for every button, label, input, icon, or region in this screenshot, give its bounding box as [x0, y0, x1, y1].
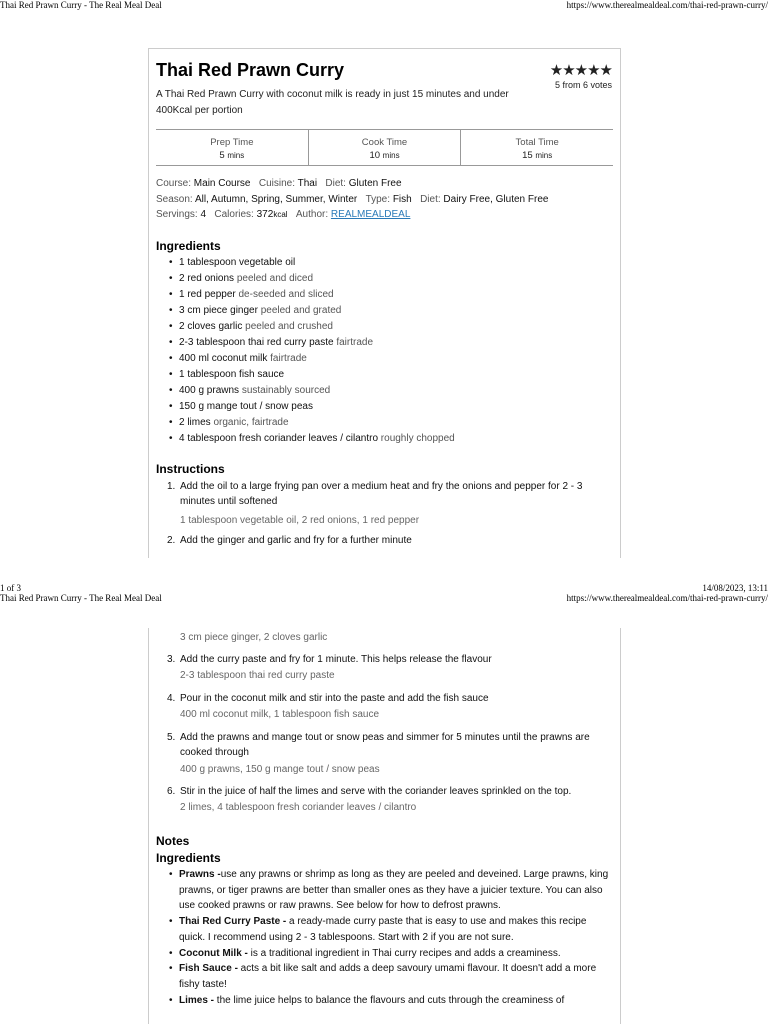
- meta-row-2: [156, 194, 548, 205]
- ingredient-name: 1 tablespoon fish sauce: [179, 369, 285, 380]
- note-item: [179, 961, 609, 992]
- ingredient-item: [179, 351, 455, 367]
- ingredient-note: de-seeded and sliced: [238, 289, 334, 300]
- ingredient-note: peeled and crushed: [245, 321, 333, 332]
- note-item: [179, 946, 609, 962]
- notes-heading: Notes: [156, 834, 190, 848]
- step-text: Add the prawns and mange tout or snow peas and simmer for 5 minutes until the prawns are cooked through: [180, 732, 590, 758]
- season-value: All, Autumn, Spring, Summer, Winter: [194, 194, 358, 205]
- servings-value[interactable]: 4: [200, 209, 207, 220]
- print-footer-page-number: 1 of 3: [0, 583, 21, 593]
- ingredients-list: [179, 255, 455, 447]
- ingredient-name: 2-3 tablespoon thai red curry paste: [179, 337, 334, 348]
- ingredient-item: [179, 255, 455, 271]
- note-term: Thai Red Curry Paste -: [179, 916, 287, 928]
- ingredient-name: 4 tablespoon fresh coriander leaves / cilantro: [179, 433, 379, 444]
- ingredient-name: 2 red onions: [179, 273, 235, 284]
- prep-time-label: Prep Time: [210, 137, 254, 148]
- note-term: Prawns -: [179, 869, 221, 880]
- notes-list: [179, 867, 609, 1008]
- meta-row-3: [156, 209, 410, 220]
- note-term: Coconut Milk -: [179, 947, 248, 959]
- recipe-card-continued: [148, 628, 621, 1024]
- total-time: [460, 130, 613, 165]
- step-text: Add the oil to a large frying pan over a medium heat and fry the onions and pepper for 2 - 3 minutes until softened: [180, 481, 583, 507]
- ingredient-name: 3 cm piece ginger: [179, 305, 258, 316]
- author-link[interactable]: REALMEALDEAL: [330, 209, 411, 220]
- step-ingredients: 400 g prawns, 150 g mange tout / snow peas: [180, 764, 380, 775]
- total-time-value: 15: [522, 150, 533, 161]
- meta-row-1: [156, 178, 402, 189]
- instruction-step: [167, 784, 612, 815]
- diet-label: Diet:: [325, 178, 346, 189]
- instruction-step: [167, 730, 612, 777]
- step-ingredients: 2 limes, 4 tablespoon fresh coriander leaves / cilantro: [180, 802, 417, 813]
- notes-subheading: Ingredients: [156, 851, 221, 865]
- cuisine-value: Thai: [297, 178, 318, 189]
- step-ingredients: 400 ml coconut milk, 1 tablespoon fish sauce: [180, 709, 379, 720]
- season-label: Season:: [156, 194, 193, 205]
- step-number: 2.: [167, 535, 176, 546]
- note-text: acts a bit like salt and adds a deep savoury umami flavour. It doesn't add a more fishy taste!: [179, 963, 597, 990]
- prep-time: [156, 130, 308, 165]
- print-header-url: https://www.therealmealdeal.com/thai-red-prawn-curry/: [566, 0, 768, 10]
- cook-time-value: 10: [369, 150, 381, 161]
- total-time-label: Total Time: [515, 137, 559, 148]
- step-ingredients: 3 cm piece ginger, 2 cloves garlic: [180, 632, 328, 643]
- note-text: a ready-made curry paste that is easy to use and makes this recipe quick. I recommend using 2 - 3 tablespoons. Start with 2 if you are not sure.: [179, 916, 587, 943]
- diet-value: Dairy Free, Gluten Free: [443, 194, 549, 205]
- ingredient-name: 1 tablespoon vegetable oil: [179, 257, 296, 268]
- course-label: Course:: [156, 178, 192, 189]
- ingredient-item: [179, 335, 455, 351]
- ingredient-name: 1 red pepper: [179, 289, 236, 300]
- ingredient-note: organic, fairtrade: [213, 417, 289, 428]
- prep-time-unit: mins: [227, 151, 245, 160]
- instruction-step: [167, 479, 612, 528]
- step-ingredients: 2-3 tablespoon thai red curry paste: [180, 670, 335, 681]
- ingredient-name: 2 cloves garlic: [179, 321, 243, 332]
- ingredient-note: fairtrade: [336, 337, 374, 348]
- step-number: 3.: [167, 654, 176, 665]
- step-text: Pour in the coconut milk and stir into the paste and add the fish sauce: [180, 693, 489, 704]
- recipe-title: Thai Red Prawn Curry: [156, 60, 345, 80]
- ingredient-item: [179, 319, 455, 335]
- author-label: Author:: [295, 209, 329, 220]
- step-number: 5.: [167, 732, 176, 743]
- step-text: Add the ginger and garlic and fry for a further minute: [180, 535, 412, 546]
- ingredient-name: 400 g prawns: [179, 385, 240, 396]
- note-item: [179, 993, 609, 1009]
- instruction-step: [167, 652, 612, 683]
- cook-time: [308, 130, 461, 165]
- recipe-card: [148, 48, 621, 558]
- print-header-url: https://www.therealmealdeal.com/thai-red-prawn-curry/: [566, 593, 768, 603]
- instruction-step: [167, 533, 612, 548]
- cook-time-unit: mins: [382, 151, 400, 160]
- cuisine-label: Cuisine:: [258, 178, 295, 189]
- ingredient-note: roughly chopped: [380, 433, 455, 444]
- note-item: [179, 867, 609, 914]
- ingredient-item: [179, 367, 455, 383]
- diet-label: Diet:: [420, 194, 441, 205]
- ingredient-note: sustainably sourced: [241, 385, 331, 396]
- note-item: [179, 914, 609, 945]
- calories-value: 372: [256, 209, 274, 220]
- ingredient-item: [179, 383, 455, 399]
- cook-time-label: Cook Time: [361, 137, 408, 148]
- prep-time-value: 5: [219, 150, 225, 161]
- recipe-summary: A Thai Red Prawn Curry with coconut milk is ready in just 15 minutes and under 400Kcal per portion: [156, 89, 509, 116]
- ingredients-heading: Ingredients: [156, 239, 221, 253]
- print-header-title: Thai Red Prawn Curry - The Real Meal Deal: [0, 0, 162, 10]
- note-text: use any prawns or shrimp as long as they are peeled and deveined. Large prawns, king prawns, or tiger prawns are better than smaller ones as they have a juicier texture. You can also use cooked prawns or raw prawns. See below for how to defrost prawns.: [179, 869, 609, 912]
- ingredient-note: peeled and grated: [260, 305, 342, 316]
- instruction-step: [167, 691, 612, 722]
- instruction-step-continued: [167, 630, 612, 645]
- rating-stars[interactable]: ★★★★★: [549, 62, 612, 79]
- rating-votes: 5 from 6 votes: [554, 80, 612, 90]
- note-term: Fish Sauce -: [179, 963, 238, 975]
- ingredient-name: 150 g mange tout / snow peas: [179, 401, 313, 412]
- ingredient-item: [179, 303, 455, 319]
- ingredient-item: [179, 287, 455, 303]
- note-term: Limes -: [179, 994, 215, 1006]
- total-time-unit: mins: [535, 151, 553, 160]
- step-text: Add the curry paste and fry for 1 minute. This helps release the flavour: [180, 654, 492, 665]
- ingredient-item: [179, 399, 455, 415]
- type-value: Fish: [392, 194, 412, 205]
- step-number: 1.: [167, 481, 176, 492]
- ingredient-item: [179, 415, 455, 431]
- note-text: is a traditional ingredient in Thai curry recipes and adds a creaminess.: [247, 947, 561, 959]
- calories-unit: kcal: [273, 210, 288, 219]
- ingredient-item: [179, 271, 455, 287]
- instructions-heading: Instructions: [156, 462, 225, 476]
- recipe-times: [156, 129, 613, 166]
- ingredient-item: [179, 431, 455, 447]
- ingredient-note: peeled and diced: [236, 273, 314, 284]
- course-value: Main Course: [193, 178, 251, 189]
- type-label: Type:: [365, 194, 391, 205]
- ingredient-name: 400 ml coconut milk: [179, 353, 268, 364]
- step-number: 4.: [167, 693, 176, 704]
- step-text: Stir in the juice of half the limes and serve with the coriander leaves sprinkled on the top.: [180, 786, 572, 797]
- ingredient-note: fairtrade: [270, 353, 307, 364]
- step-number: 6.: [167, 786, 176, 797]
- servings-label: Servings:: [156, 209, 198, 220]
- ingredient-name: 2 limes: [179, 417, 211, 428]
- print-footer-timestamp: 14/08/2023, 13:11: [702, 583, 768, 593]
- note-text: the lime juice helps to balance the flavours and cuts through the creaminess of: [214, 994, 565, 1006]
- diet-value: Gluten Free: [348, 178, 402, 189]
- print-header-title: Thai Red Prawn Curry - The Real Meal Deal: [0, 593, 162, 603]
- calories-label: Calories:: [214, 209, 254, 220]
- step-ingredients: 1 tablespoon vegetable oil, 2 red onions, 1 red pepper: [180, 515, 420, 526]
